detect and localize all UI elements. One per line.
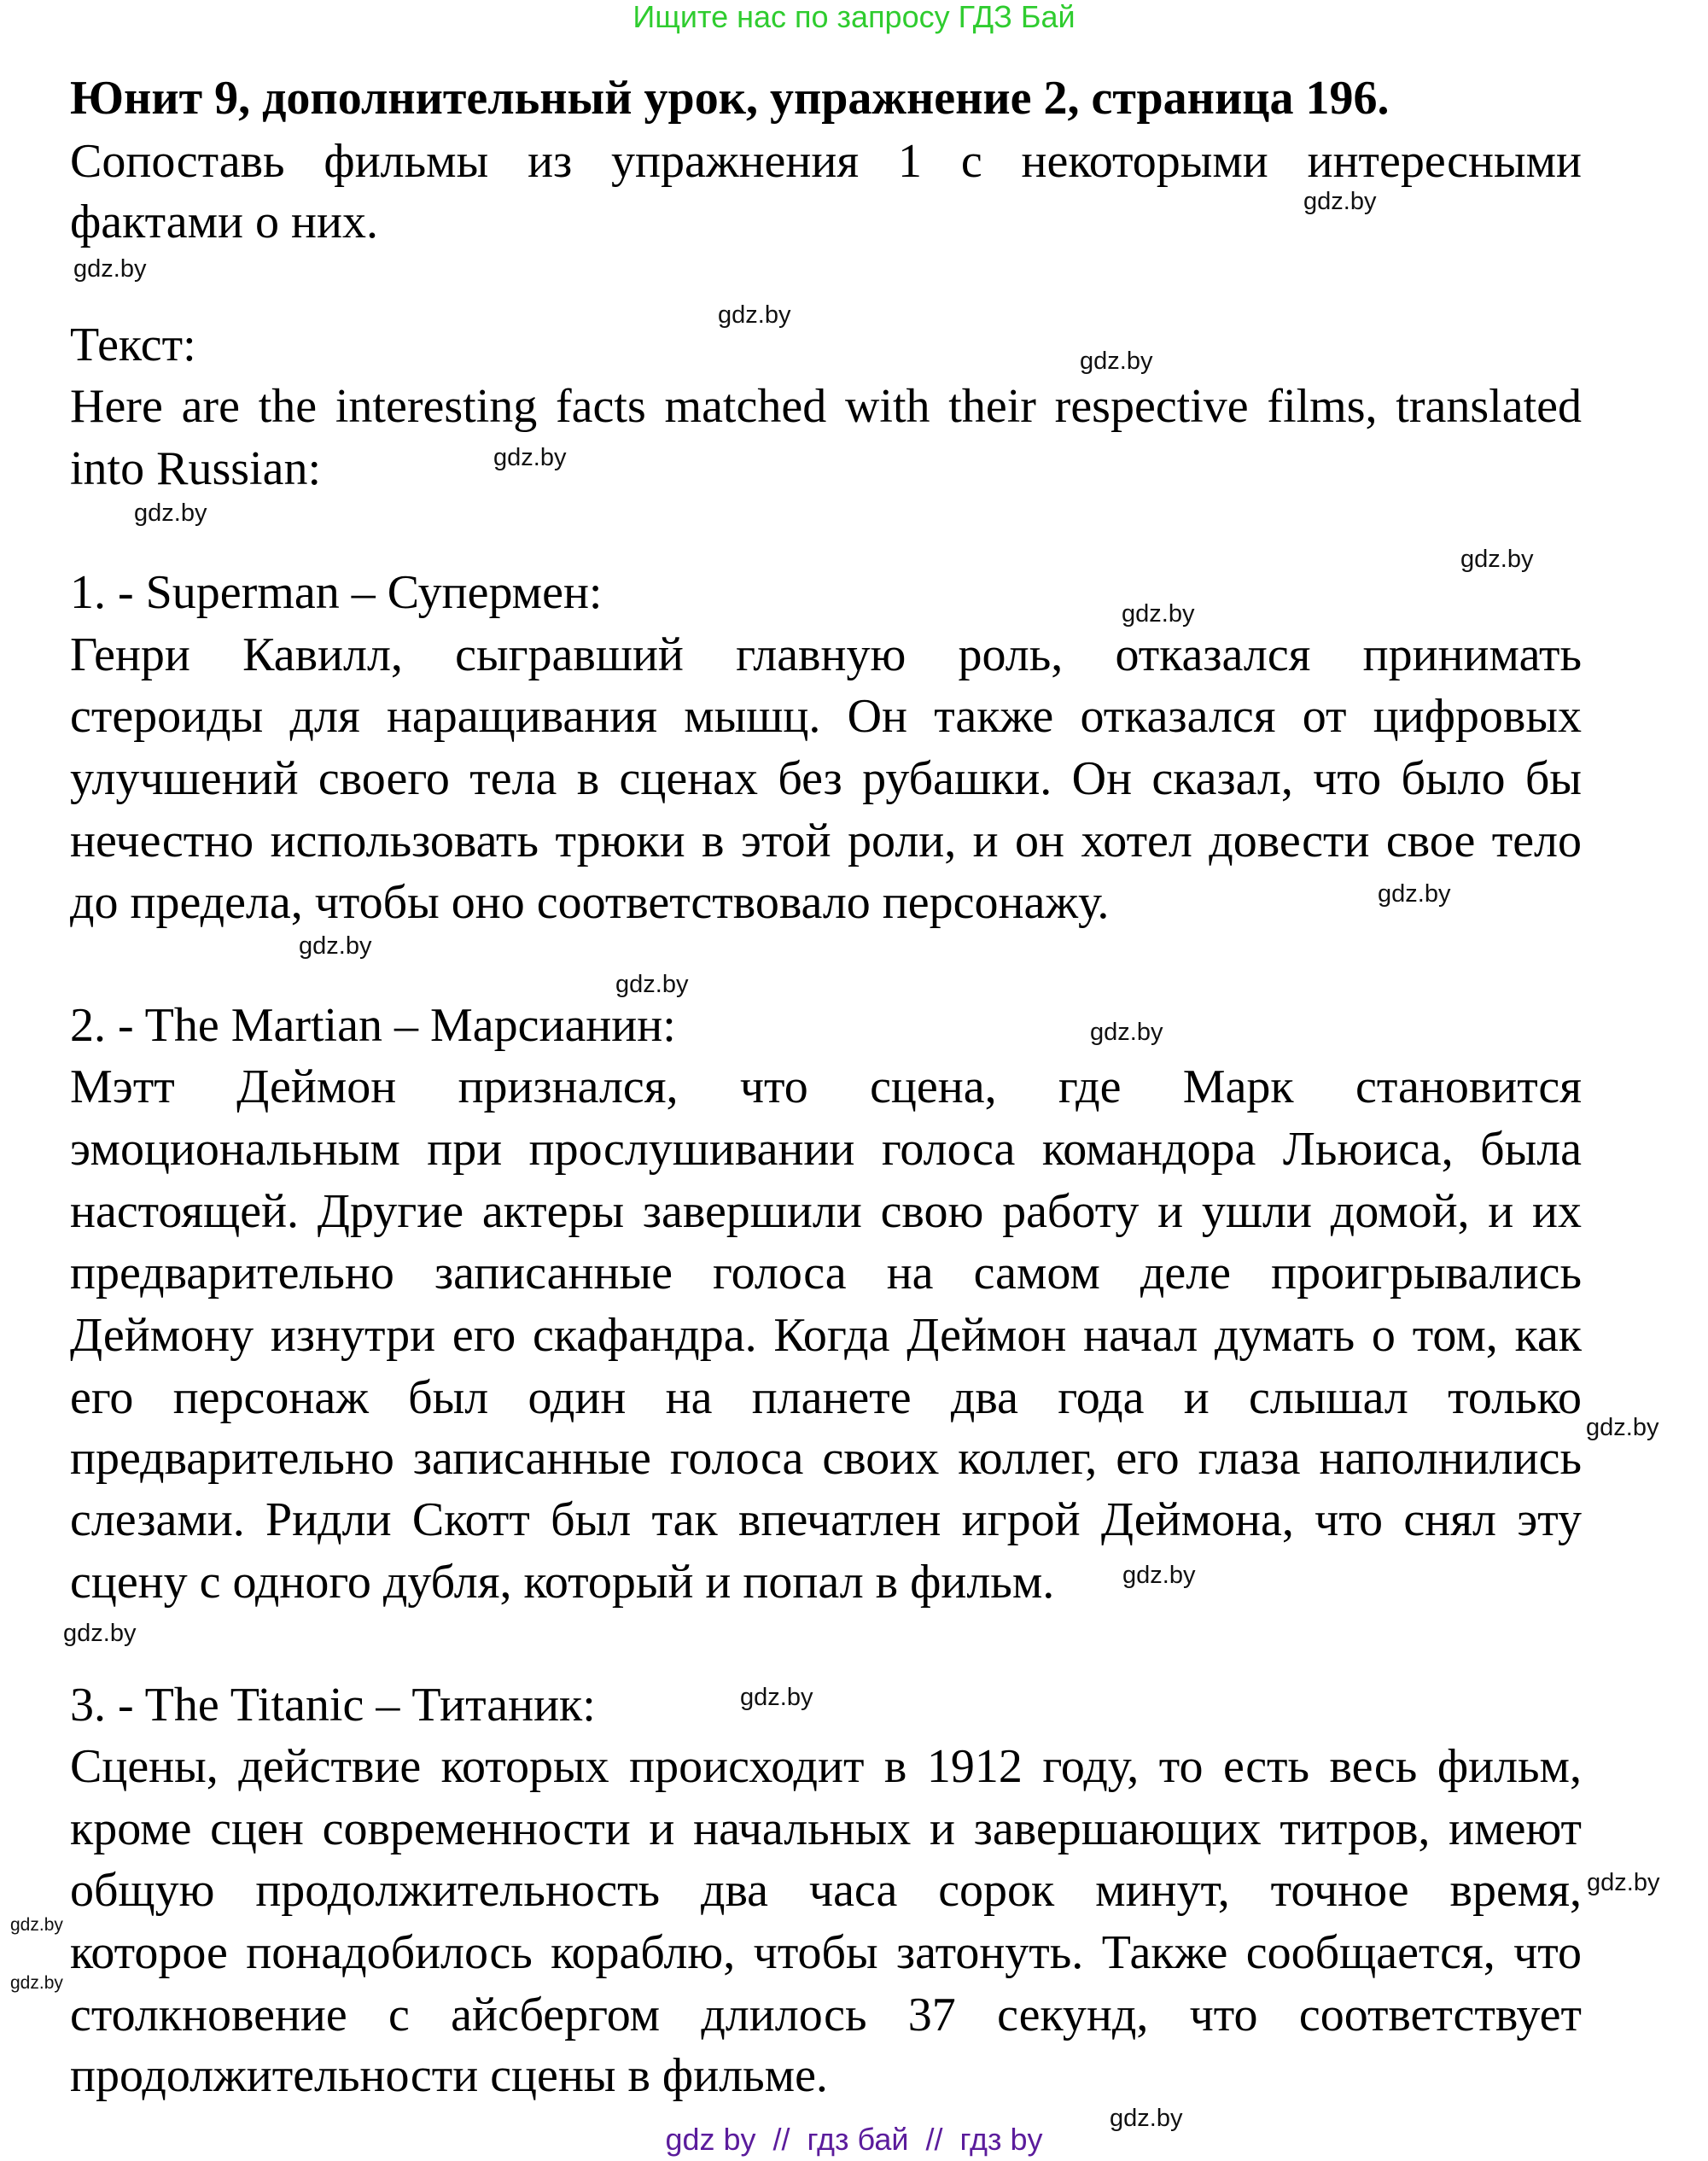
watermark: gdz.by (1303, 188, 1377, 215)
watermark: gdz.by (493, 444, 567, 471)
paragraph-line: до предела, чтобы оно соответствовало персонажу. (70, 876, 1110, 929)
watermark: gdz.by (1122, 1562, 1196, 1589)
paragraph-line: общую продолжительность два часа сорок минут, точное время, (70, 1864, 1582, 1917)
paragraph-line: Мэтт Деймон признался, что сцена, где Марк становится (70, 1060, 1582, 1113)
paragraph-line: Деймону изнутри его скафандра. Когда Деймон начал думать о том, как (70, 1309, 1582, 1362)
paragraph-line: настоящей. Другие актеры завершили свою работу и ушли домой, и их (70, 1185, 1582, 1238)
intro-line: into Russian: (70, 442, 322, 495)
watermark: gdz.by (1090, 1019, 1163, 1046)
watermark: gdz.by (1460, 546, 1534, 573)
watermark: gdz.by (134, 499, 207, 527)
watermark: gdz.by (10, 1973, 63, 1993)
footer-links[interactable]: gdz by // гдз бай // гдз by (665, 2122, 1043, 2157)
paragraph-line: стероиды для наращивания мышц. Он также отказался от цифровых (70, 690, 1582, 743)
paragraph-line: слезами. Ридли Скотт был так впечатлен игрой Деймона, что снял эту (70, 1493, 1582, 1546)
watermark: gdz.by (1378, 880, 1451, 908)
watermark: gdz.by (299, 932, 372, 960)
film-heading: 1. - Superman – Супермен: (70, 566, 603, 619)
search-hint-banner: Ищите нас по запросу ГДЗ Бай (632, 0, 1076, 34)
page-title: Юнит 9, дополнительный урок, упражнение 2, страница 196. (70, 72, 1390, 125)
task-line: фактами о них. (70, 196, 378, 248)
paragraph-line: предварительно записанные голоса на самом деле проигрывались (70, 1247, 1582, 1300)
intro-line: Here are the interesting facts matched with their respective films, translated (70, 380, 1582, 433)
paragraph-line: его персонаж был один на планете два года и слышал только (70, 1371, 1582, 1424)
paragraph-line: сцену с одного дубля, который и попал в фильм. (70, 1556, 1055, 1609)
watermark: gdz.by (1080, 348, 1153, 375)
paragraph-line: предварительно записанные голоса своих коллег, его глаза наполнились (70, 1432, 1582, 1485)
text-label: Текст: (70, 318, 196, 371)
paragraph-line: продолжительности сцены в фильме. (70, 2049, 828, 2102)
film-heading: 3. - The Titanic – Титаник: (70, 1679, 596, 1732)
watermark: gdz.by (1586, 1414, 1659, 1441)
watermark: gdz.by (73, 255, 147, 283)
task-line: Сопоставь фильмы из упражнения 1 с некоторыми интересными (70, 135, 1582, 188)
paragraph-line: эмоциональным при прослушивании голоса командора Льюиса, была (70, 1123, 1582, 1176)
watermark: gdz.by (63, 1620, 137, 1647)
paragraph-line: нечестно использовать трюки в этой роли, и он хотел довести свое тело (70, 815, 1582, 867)
film-heading: 2. - The Martian – Марсианин: (70, 999, 676, 1052)
watermark: gdz.by (718, 301, 791, 329)
watermark: gdz.by (740, 1684, 813, 1711)
watermark: gdz.by (10, 1915, 63, 1935)
paragraph-line: столкновение с айсбергом длилось 37 секунд, что соответствует (70, 1989, 1582, 2041)
watermark: gdz.by (615, 971, 689, 998)
paragraph-line: которое понадобилось кораблю, чтобы затонуть. Также сообщается, что (70, 1926, 1582, 1979)
watermark: gdz.by (1587, 1869, 1660, 1896)
paragraph-line: Сцены, действие которых происходит в 1912 году, то есть весь фильм, (70, 1740, 1582, 1793)
paragraph-line: Генри Кавилл, сыгравший главную роль, отказался принимать (70, 628, 1582, 681)
paragraph-line: кроме сцен современности и начальных и завершающих титров, имеют (70, 1802, 1582, 1855)
paragraph-line: улучшений своего тела в сценах без рубашки. Он сказал, что было бы (70, 752, 1582, 805)
watermark: gdz.by (1122, 600, 1195, 628)
watermark: gdz.by (1110, 2105, 1183, 2132)
